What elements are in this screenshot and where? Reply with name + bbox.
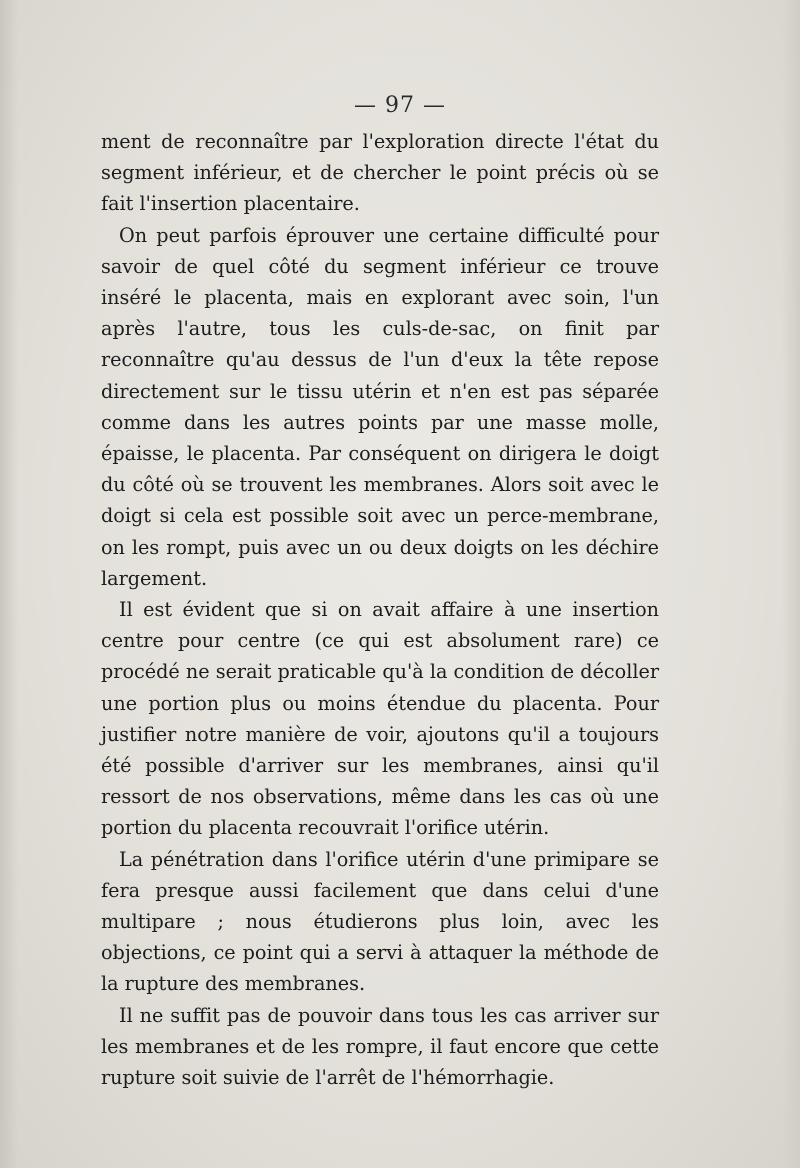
body-text [101, 126, 659, 1093]
paragraph-4: La pénétration dans l'orifice utérin d'une primipare se fera presque aussi facilement que dans celui d'une multipare ; nous étudierons plus loin, avec les objections, ce point qui a servi à attaquer la méthode de la rupture des membranes. [101, 847, 659, 996]
page-number: — 97 — [354, 93, 446, 118]
page-edge-right [782, 0, 800, 1168]
paragraph-2: On peut parfois éprouver une certaine difficulté pour savoir de quel côté du segment inférieur ce trouve inséré le placenta, mais en explorant avec soin, l'un après l'autre, tous les culs-de-sac, on finit par reconnaître qu'au dessus de l'un d'eux la tête repose directement sur le tissu utérin et n'en est pas séparée comme dans les autres points par une masse molle, épaisse, le placenta. Par conséquent on dirigera le doigt du côté où se trouvent les membranes. Alors soit avec le doigt si cela est possible soit avec un perce-membrane, on les rompt, puis avec un ou deux doigts on les déchire largement. [101, 223, 659, 590]
paragraph-1: ment de reconnaître par l'exploration directe l'état du segment inférieur, et de chercher le point précis où se fait l'insertion placentaire. [101, 130, 659, 216]
paragraph-5: Il ne suffit pas de pouvoir dans tous les cas arriver sur les membranes et de les rompre, il faut encore que cette rupture soit suivie de l'arrêt de l'hémorrhagie. [101, 1003, 659, 1090]
paragraph-3: Il est évident que si on avait affaire à une insertion centre pour centre (ce qui est absolument rare) ce procédé ne serait praticable qu'à la condition de décoller une portion plus ou moins étendue du placenta. Pour justifier notre manière de voir, ajoutons qu'il a toujours été possible d'arriver sur les membranes, ainsi qu'il ressort de nos observations, même dans les cas où une portion du placenta recouvrait l'orifice utérin. [101, 598, 659, 840]
page-edge-left [0, 0, 18, 1168]
